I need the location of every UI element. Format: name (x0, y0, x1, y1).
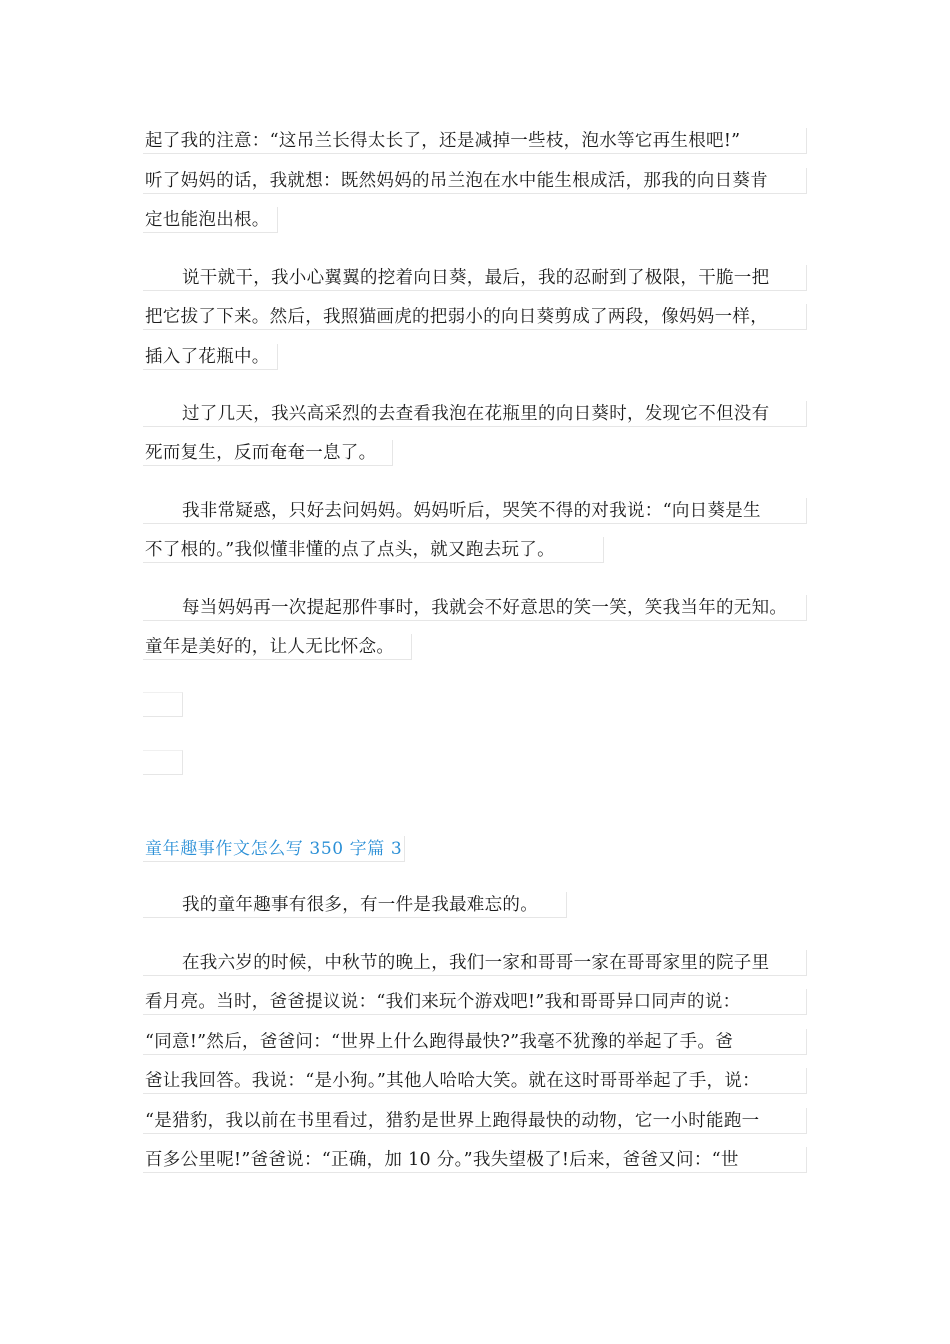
paragraph-line: 我的童年趣事有很多，有一件是我最难忘的。 (143, 892, 567, 918)
section-heading: 童年趣事作文怎么写 350 字篇 3 (143, 836, 405, 862)
paragraph-line: 每当妈妈再一次提起那件事时，我就会不好意思的笑一笑，笑我当年的无知。 (143, 595, 807, 621)
empty-paragraph (143, 692, 183, 717)
paragraph-line: 过了几天，我兴高采烈的去查看我泡在花瓶里的向日葵时，发现它不但没有 (143, 401, 807, 427)
paragraph-line: 不了根的。”我似懂非懂的点了点头，就又跑去玩了。 (143, 537, 604, 563)
paragraph-line: 起了我的注意：“这吊兰长得太长了，还是减掉一些枝，泡水等它再生根吧!” (143, 128, 807, 154)
paragraph-line: 死而复生，反而奄奄一息了。 (143, 440, 393, 466)
paragraph-line: 把它拔了下来。然后，我照猫画虎的把弱小的向日葵剪成了两段，像妈妈一样， (143, 304, 807, 330)
paragraph-line: 定也能泡出根。 (143, 207, 278, 233)
paragraph-line: “同意!”然后，爸爸问：“世界上什么跑得最快?”我毫不犹豫的举起了手。爸 (143, 1029, 807, 1055)
paragraph-line: “是猎豹，我以前在书里看过，猎豹是世界上跑得最快的动物，它一小时能跑一 (143, 1108, 807, 1134)
paragraph-line: 童年是美好的，让人无比怀念。 (143, 634, 412, 660)
paragraph-line: 百多公里呢!”爸爸说：“正确，加 10 分。”我失望极了!后来，爸爸又问：“世 (143, 1147, 807, 1173)
paragraph-line: 我非常疑惑，只好去问妈妈。妈妈听后，哭笑不得的对我说：“向日葵是生 (143, 498, 807, 524)
paragraph-line: 听了妈妈的话，我就想：既然妈妈的吊兰泡在水中能生根成活，那我的向日葵肯 (143, 168, 807, 194)
empty-paragraph (143, 750, 183, 775)
paragraph-line: 看月亮。当时，爸爸提议说：“我们来玩个游戏吧!”我和哥哥异口同声的说： (143, 989, 807, 1015)
paragraph-line: 插入了花瓶中。 (143, 344, 278, 370)
paragraph-line: 说干就干，我小心翼翼的挖着向日葵，最后，我的忍耐到了极限，干脆一把 (143, 265, 807, 291)
paragraph-line: 在我六岁的时候，中秋节的晚上，我们一家和哥哥一家在哥哥家里的院子里 (143, 950, 807, 976)
paragraph-line: 爸让我回答。我说：“是小狗。”其他人哈哈大笑。就在这时哥哥举起了手，说： (143, 1068, 807, 1094)
